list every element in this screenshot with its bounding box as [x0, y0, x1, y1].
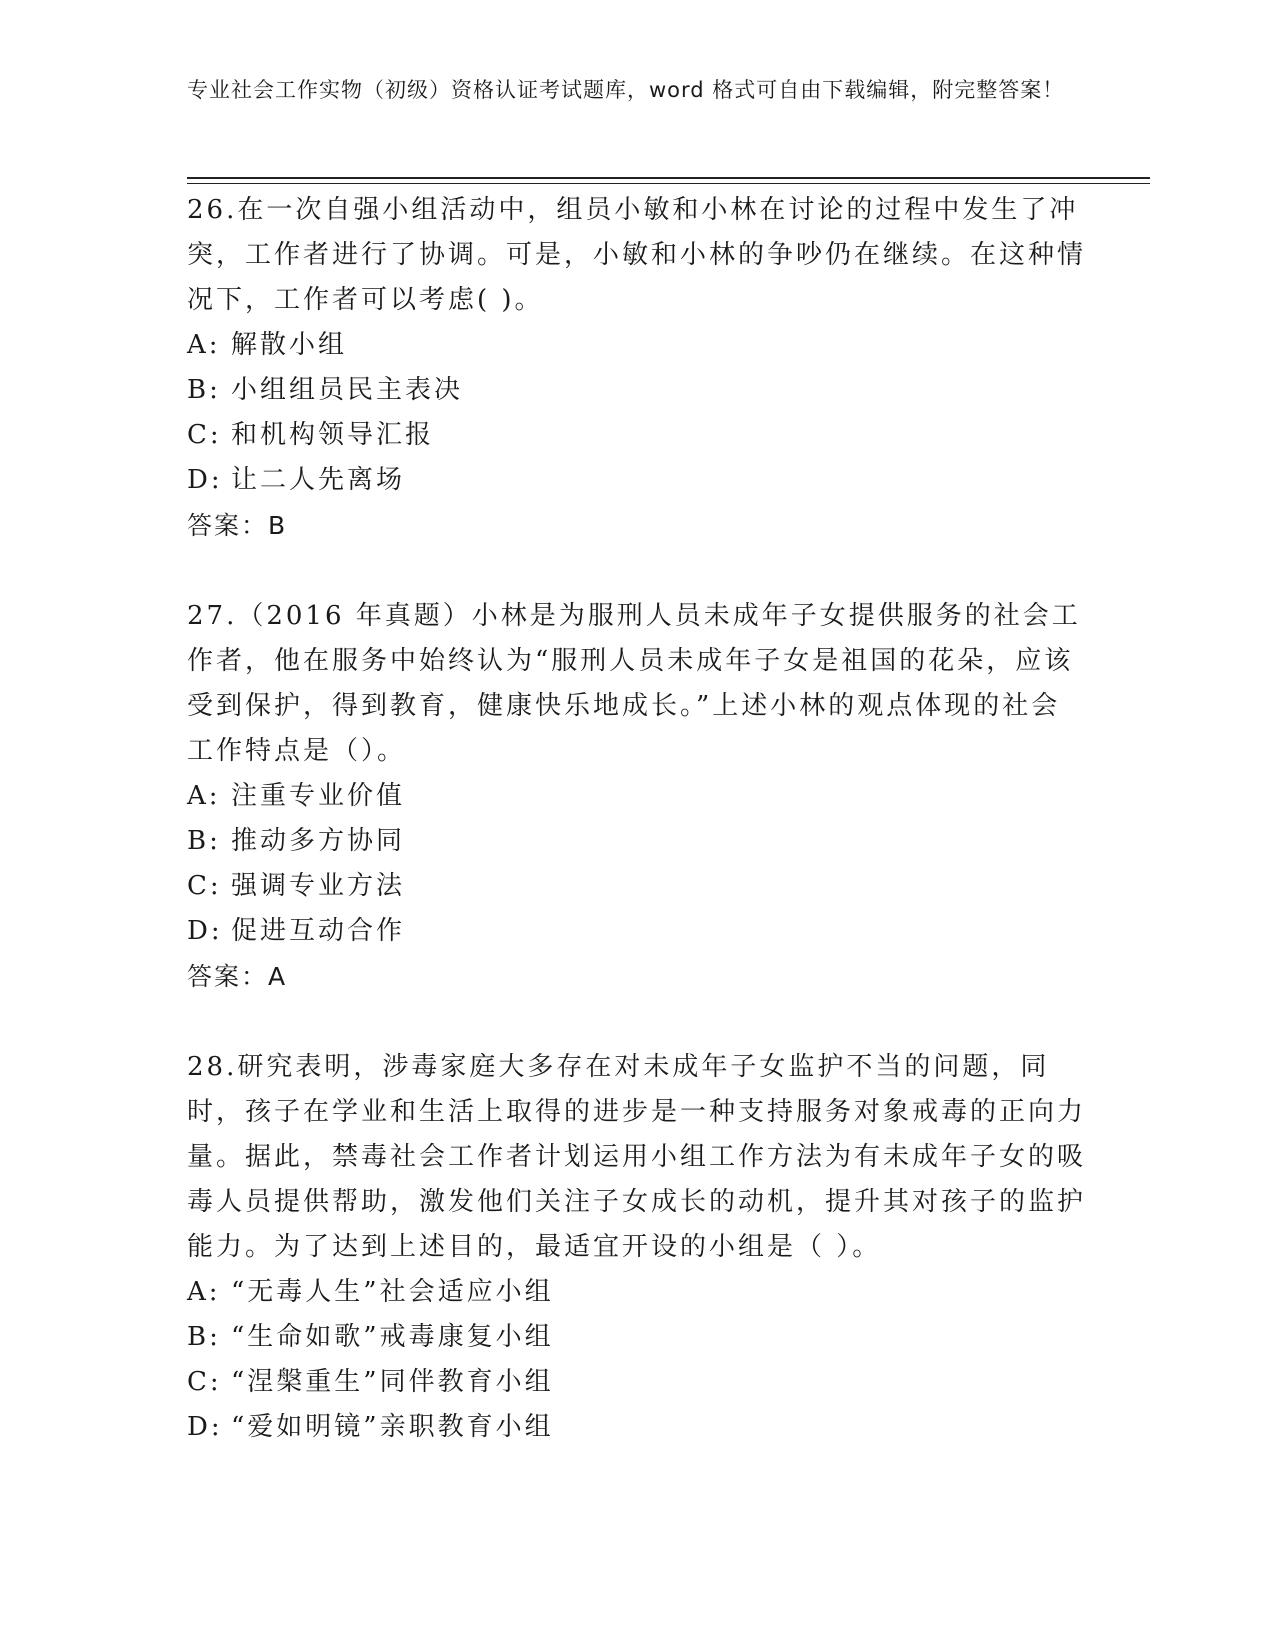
header-rule-thin — [187, 183, 1150, 184]
option-letter: C: — [187, 420, 222, 450]
question-27 — [187, 594, 1087, 999]
answer-line: 答案：B — [187, 511, 288, 540]
option-text: 小组组员民主表决 — [231, 375, 464, 405]
option-text: 推动多方协同 — [231, 826, 406, 856]
option-text: 促进互动合作 — [231, 916, 406, 946]
option-d — [187, 1405, 1087, 1450]
option-letter: D: — [187, 1412, 223, 1442]
option-letter: A: — [187, 330, 221, 360]
question-stem: 27.（2016 年真题）小林是为服刑人员未成年子女提供服务的社会工作者，他在服务中始终认为“服刑人员未成年子女是祖国的花朵，应该受到保护，得到教育，健康快乐地成长。”上述小林的观点体现的社会工作特点是（）。 — [187, 601, 1081, 766]
option-text: 和机构领导汇报 — [231, 420, 435, 450]
option-c — [187, 864, 1087, 909]
option-text: “生命如歌”戒毒康复小组 — [231, 1322, 554, 1352]
option-letter: A: — [187, 1277, 221, 1307]
option-letter: D: — [187, 916, 223, 946]
option-letter: D: — [187, 465, 223, 495]
option-letter: A: — [187, 781, 221, 811]
option-letter: C: — [187, 871, 222, 901]
option-b — [187, 1315, 1087, 1360]
option-c — [187, 1360, 1087, 1405]
question-stem: 28.研究表明，涉毒家庭大多存在对未成年子女监护不当的问题，同时，孩子在学业和生活上取得的进步是一种支持服务对象戒毒的正向力量。据此，禁毒社会工作者计划运用小组工作方法为有未成年子女的吸毒人员提供帮助，激发他们关注子女成长的动机，提升其对孩子的监护能力。为了达到上述目的，最适宜开设的小组是（ ）。 — [187, 1052, 1087, 1262]
option-a — [187, 774, 1087, 819]
option-letter: B: — [187, 826, 221, 856]
option-c — [187, 413, 1087, 458]
option-a — [187, 1270, 1087, 1315]
option-d — [187, 458, 1087, 503]
page-header: 专业社会工作实物（初级）资格认证考试题库，word 格式可自由下载编辑，附完整答案！ — [187, 78, 1065, 102]
option-letter: C: — [187, 1367, 222, 1397]
option-d — [187, 909, 1087, 954]
option-letter: B: — [187, 1322, 221, 1352]
option-text: 强调专业方法 — [231, 871, 406, 901]
question-list — [187, 188, 1087, 1450]
option-a — [187, 323, 1087, 368]
option-text: 注重专业价值 — [231, 781, 406, 811]
option-text: “涅槃重生”同伴教育小组 — [231, 1367, 554, 1397]
question-28 — [187, 1045, 1087, 1450]
option-text: 解散小组 — [231, 330, 348, 360]
option-b — [187, 819, 1087, 864]
spacer — [187, 548, 1087, 594]
option-letter: B: — [187, 375, 221, 405]
question-26 — [187, 188, 1087, 548]
answer-line: 答案：A — [187, 962, 288, 991]
question-stem: 26.在一次自强小组活动中，组员小敏和小林在讨论的过程中发生了冲突，工作者进行了协调。可是，小敏和小林的争吵仍在继续。在这种情况下，工作者可以考虑( )。 — [187, 195, 1087, 315]
option-text: 让二人先离场 — [231, 465, 406, 495]
option-text: “爱如明镜”亲职教育小组 — [231, 1412, 554, 1442]
header-rule-thick — [187, 177, 1150, 179]
spacer — [187, 999, 1087, 1045]
option-text: “无毒人生”社会适应小组 — [231, 1277, 554, 1307]
option-b — [187, 368, 1087, 413]
